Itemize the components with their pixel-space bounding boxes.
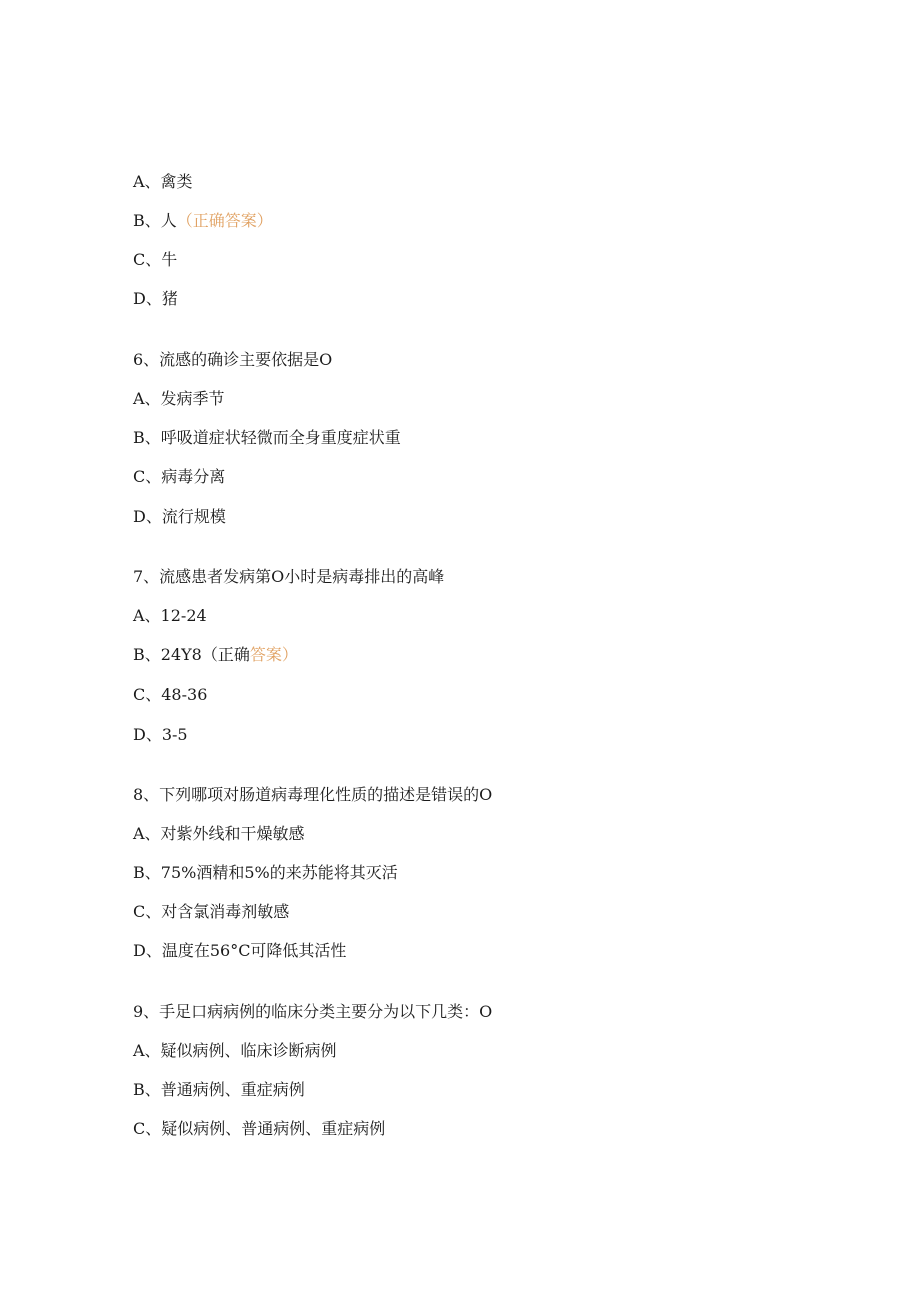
q9-option-b [133,1080,305,1100]
question-8-stem [133,785,492,805]
correct-answer-note: （正确答案） [176,211,273,230]
q8-option-a [133,824,305,844]
option-text: A、12-24 [133,606,207,625]
option-text: C、疑似病例、普通病例、重症病例 [133,1119,386,1138]
q9-option-a [133,1041,337,1061]
question-7-stem [133,567,444,587]
option-text: B、人 [133,211,177,230]
question-text: 7、流感患者发病第O小时是病毒排出的高峰 [133,567,445,586]
option-b [133,211,273,231]
q6-option-b [133,428,401,448]
question-text: 8、下列哪项对肠道病毒理化性质的描述是错误的O [133,785,493,804]
question-6-stem [133,350,332,370]
q8-option-b [133,863,398,883]
q7-option-b [133,645,298,665]
option-text: B、普通病例、重症病例 [133,1080,305,1099]
option-text: C、病毒分离 [133,467,226,486]
option-text: D、流行规模 [133,507,226,526]
option-d [133,289,178,309]
q7-option-c [133,685,207,705]
option-text: B、24Y8（正确 [133,645,250,664]
option-text: A、疑似病例、临床诊断病例 [133,1041,337,1060]
q8-option-c [133,902,289,922]
option-text: C、48-36 [133,685,208,704]
option-text: A、发病季节 [133,389,225,408]
option-text: B、呼吸道症状轻微而全身重度症状重 [133,428,401,447]
correct-answer-note: 答案） [249,645,298,664]
option-a [133,172,193,192]
q7-option-a [133,606,207,626]
q9-option-c [133,1119,385,1139]
option-text: A、对紫外线和干燥敏感 [133,824,305,843]
option-c [133,250,177,270]
option-text: D、温度在56°C可降低其活性 [133,941,347,960]
option-text: D、猪 [133,289,178,308]
q6-option-d [133,507,226,527]
option-text: D、3-5 [133,725,188,744]
question-text: 9、手足口病病例的临床分类主要分为以下几类：O [133,1002,493,1021]
option-text: C、对含氯消毒剂敏感 [133,902,290,921]
option-text: C、牛 [133,250,178,269]
q6-option-a [133,389,225,409]
q8-option-d [133,941,346,961]
option-text: B、75%酒精和5%的来苏能将其灭活 [133,863,398,882]
question-text: 6、流感的确诊主要依据是O [133,350,333,369]
q6-option-c [133,467,225,487]
option-text: A、禽类 [133,172,193,191]
question-9-stem [133,1002,492,1022]
q7-option-d [133,725,188,745]
